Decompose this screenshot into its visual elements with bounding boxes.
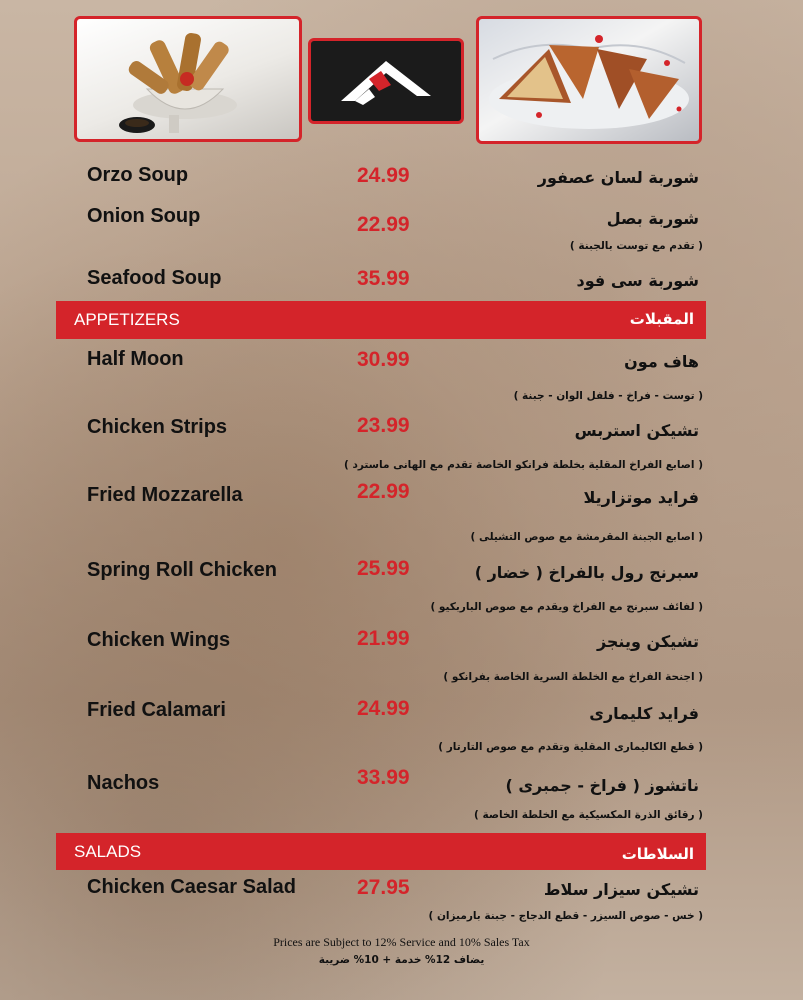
appetizers-section-header (56, 301, 706, 339)
item-price: 22.99 (357, 213, 410, 236)
menu-item-orzo-soup (0, 164, 803, 194)
item-name-ar: شوربة لسان عصفور (537, 168, 699, 187)
item-description: ( اجنحة الفراخ مع الخلطة السرية الخاصة بفرانكو ) (443, 671, 703, 683)
item-name-ar: هاف مون (624, 352, 699, 371)
menu-item-chicken-wings (0, 629, 803, 659)
item-name-en: Half Moon (87, 348, 184, 370)
menu-item-chicken-caesar-salad (0, 876, 803, 906)
item-name-en: Chicken Caesar Salad (87, 876, 296, 898)
item-description: ( قطع الكاليمارى المقلية وتقدم مع صوص التارتار ) (438, 741, 703, 753)
half-moon-photo (476, 16, 702, 144)
spring-roll-photo (74, 16, 302, 142)
item-name-en: Seafood Soup (87, 267, 222, 289)
item-name-ar: تشيكن سيزار سلاط (543, 880, 699, 899)
item-price: 30.99 (357, 348, 410, 371)
item-name-ar: ناتشوز ( فراخ - جمبرى ) (505, 776, 699, 795)
item-name-en: Chicken Wings (87, 629, 231, 651)
item-price: 23.99 (357, 414, 410, 437)
menu-item-fried-mozzarella (0, 480, 803, 514)
item-name-ar: تشيكن استربس (574, 421, 699, 440)
item-name-ar: سبرنج رول بالفراخ ( خضار ) (474, 563, 699, 582)
section-title-en: APPETIZERS (74, 310, 180, 329)
menu-item-spring-roll-chicken (0, 559, 803, 589)
tax-notice-en: Prices are Subject to 12% Service and 10% Sales Tax (273, 935, 530, 949)
item-description: ( توست - فراخ - فلفل الوان - جبنة ) (513, 390, 703, 402)
menu-item-seafood-soup (0, 267, 803, 297)
item-name-en: Spring Roll Chicken (87, 559, 278, 581)
item-name-ar: تشيكن وينجز (596, 632, 699, 651)
menu-item-fried-calamari (0, 699, 803, 729)
item-name-ar: فرايد موتزاريلا (583, 488, 699, 507)
item-name-en: Fried Calamari (87, 699, 226, 721)
item-price: 35.99 (357, 267, 410, 290)
menu-item-nachos (0, 766, 803, 802)
item-name-ar: شوربة بصل (606, 209, 699, 228)
item-price: 27.95 (357, 876, 410, 899)
item-name-en: Nachos (87, 772, 160, 794)
item-description: ( لفائف سبرنج مع الفراخ ويقدم مع صوص الباربكيو ) (430, 601, 703, 613)
item-name-ar: فرايد كليمارى (589, 704, 699, 723)
item-description: ( خس - صوص السيزر - قطع الدجاج - جبنة بارميزان ) (428, 910, 703, 922)
restaurant-logo (308, 38, 464, 124)
salads-section-header (56, 833, 706, 870)
item-price: 33.99 (357, 766, 410, 789)
item-name-ar: شوربة سى فود (576, 271, 699, 290)
item-name-en: Chicken Strips (87, 416, 228, 438)
item-price: 21.99 (357, 627, 410, 650)
menu-item-half-moon (0, 348, 803, 378)
item-price: 24.99 (357, 697, 410, 720)
menu-item-onion-soup (0, 205, 803, 235)
section-title-ar: المقبلات (629, 310, 694, 328)
item-price: 24.99 (357, 164, 410, 187)
item-name-en: Orzo Soup (87, 164, 189, 186)
item-description: ( تقدم مع توست بالجبنة ) (569, 240, 703, 252)
item-name-en: Fried Mozzarella (87, 484, 243, 506)
item-description: ( اصابع الجبنة المقرمشة مع صوص التشيلى ) (470, 531, 703, 543)
item-name-en: Onion Soup (87, 205, 201, 227)
section-title-ar: السلاطات (621, 845, 694, 863)
section-title-en: SALADS (74, 842, 142, 861)
item-price: 25.99 (357, 557, 410, 580)
item-description: ( اصابع الفراخ المقلية بخلطة فرانكو الخاصة تقدم مع الهانى ماسترد ) (344, 459, 703, 471)
menu-item-chicken-strips (0, 416, 803, 446)
item-price: 22.99 (357, 480, 410, 503)
tax-notice-ar: يضاف 12% خدمة + 10% ضريبة (318, 954, 485, 966)
item-description: ( رقائق الذرة المكسيكية مع الخلطة الخاصة ) (474, 809, 703, 821)
